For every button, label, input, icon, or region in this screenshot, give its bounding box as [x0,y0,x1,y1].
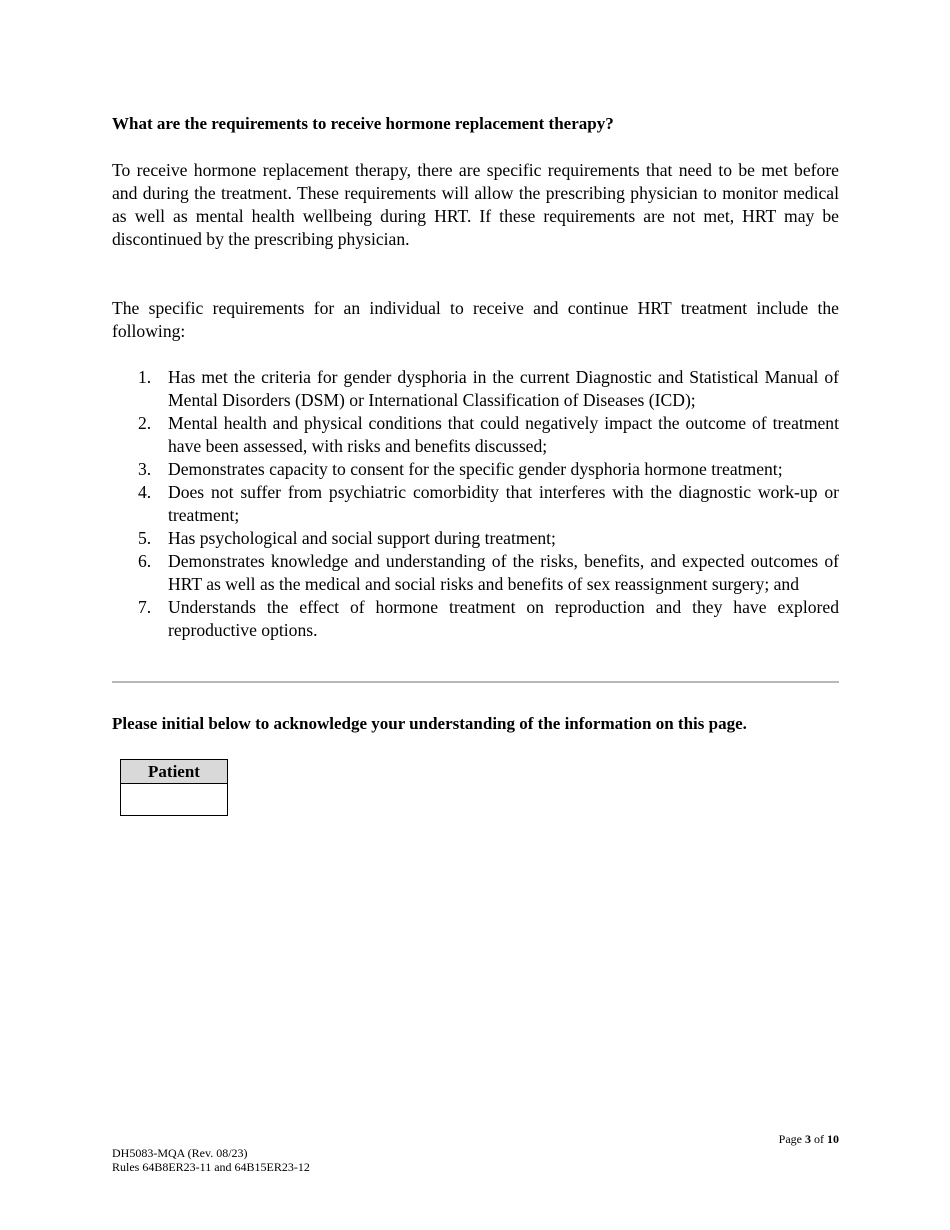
document-footer [112,1146,310,1174]
requirement-number: 1. [138,367,152,387]
requirement-text: Demonstrates knowledge and understanding of the risks, benefits, and expected outcomes of HRT as well as the medical and social risks and benefits of sex reassignment surgery; and [168,551,839,594]
requirement-text: Understands the effect of hormone treatment on reproduction and they have explored reproductive options. [168,597,839,640]
requirements-list [112,366,839,642]
requirement-item [112,366,839,412]
requirement-text: Demonstrates capacity to consent for the specific gender dysphoria hormone treatment; [168,459,783,479]
requirement-item [112,481,839,527]
section-divider [112,681,839,683]
requirement-item [112,596,839,642]
patient-initials-header: Patient [121,760,227,784]
requirement-number: 6. [138,551,152,571]
requirement-number: 3. [138,459,152,479]
page-of-label: of [814,1132,824,1146]
requirement-number: 2. [138,413,152,433]
requirement-text: Does not suffer from psychiatric comorbidity that interferes with the diagnostic work-up or treatment; [168,482,839,525]
current-page: 3 [805,1132,811,1146]
patient-initials-field[interactable] [121,784,227,815]
requirement-text: Has met the criteria for gender dysphoria in the current Diagnostic and Statistical Manual of Mental Disorders (DSM) or International Classification of Diseases (ICD); [168,367,839,410]
requirement-item [112,412,839,458]
requirement-text: Mental health and physical conditions that could negatively impact the outcome of treatment have been assessed, with risks and benefits discussed; [168,413,839,456]
total-pages: 10 [827,1132,839,1146]
form-id: DH5083-MQA (Rev. 08/23) [112,1146,248,1160]
patient-initials-box [120,759,228,816]
requirement-item [112,458,839,481]
requirement-text: Has psychological and social support during treatment; [168,528,556,548]
section-heading: What are the requirements to receive hormone replacement therapy? [112,114,614,133]
page-label: Page [778,1132,802,1146]
acknowledgement-instruction: Please initial below to acknowledge your understanding of the information on this page. [112,714,747,733]
requirements-intro: The specific requirements for an individual to receive and continue HRT treatment include the following: [112,298,839,341]
requirement-number: 5. [138,528,152,548]
page-indicator [700,1132,839,1146]
requirement-number: 7. [138,597,152,617]
intro-paragraph: To receive hormone replacement therapy, there are specific requirements that need to be met before and during the treatment. These requirements will allow the prescribing physician to monitor medical as well as mental health wellbeing during HRT. If these requirements are not met, HRT may be discontinued by the prescribing physician. [112,160,839,249]
requirement-number: 4. [138,482,152,502]
requirement-item [112,550,839,596]
rules-reference: Rules 64B8ER23-11 and 64B15ER23-12 [112,1160,310,1174]
requirement-item [112,527,839,550]
